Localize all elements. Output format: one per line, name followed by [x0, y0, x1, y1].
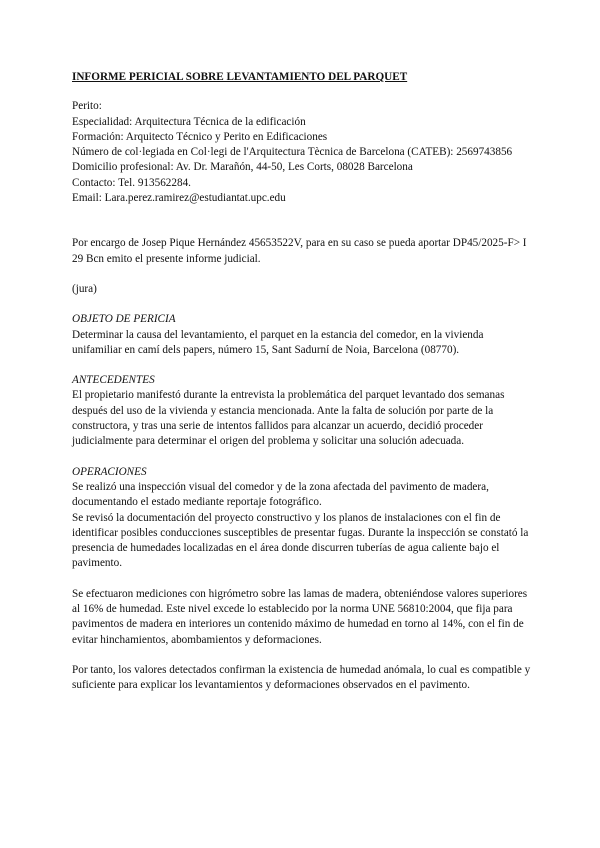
- operaciones-heading: OPERACIONES: [72, 465, 147, 478]
- conclusion-line: Por tanto, los valores detectados confirman la existencia de humedad anómala, lo cual es compatible y: [72, 663, 531, 676]
- measurements-line: al 16% de humedad. Este nivel excede lo establecido por la norma UNE 56810:2004, que fija para: [72, 603, 513, 616]
- commission-line: Por encargo de Josep Pique Hernández 45653522V, para en su caso se pueda aportar DP45/2025-F> I: [72, 237, 527, 250]
- measurements-paragraph: [72, 587, 532, 648]
- expert-label: Perito:: [72, 100, 102, 113]
- expert-section: [72, 99, 532, 206]
- antecedentes-line: constructora, y tras una serie de intentos fallidos para alcanzar un acuerdo, decidió proceder: [72, 420, 483, 433]
- measurements-line: pavimentos de madera en interiores un contenido máximo de humedad en torno al 14%, con el fin de: [72, 618, 524, 631]
- operaciones-line: Se revisó la documentación del proyecto constructivo y los planos de instalaciones con el fin de: [72, 511, 501, 524]
- expert-email: Email: Lara.perez.ramirez@estudiantat.upc.edu: [72, 192, 286, 205]
- antecedentes-section: [72, 373, 532, 449]
- document-title: INFORME PERICIAL SOBRE LEVANTAMIENTO DEL PARQUET: [72, 71, 408, 83]
- expert-training: Formación: Arquitecto Técnico y Perito en Edificaciones: [72, 130, 328, 143]
- operaciones-line: documentando el estado mediante reportaje fotográfico.: [72, 496, 322, 509]
- expert-address: Domicilio profesional: Av. Dr. Marañón, 44-50, Les Corts, 08028 Barcelona: [72, 161, 413, 174]
- antecedentes-line: judicialmente para determinar el origen del problema y solicitar una solución adecuada.: [72, 435, 465, 448]
- expert-membership: Número de col·legiada en Col·legi de l'Arquitectura Tècnica de Barcelona (CATEB): 2569743856: [72, 146, 513, 159]
- objeto-section: [72, 312, 532, 358]
- objeto-line: Determinar la causa del levantamiento, el parquet en la estancia del comedor, en la vivienda: [72, 328, 484, 341]
- oath-note: [72, 282, 532, 297]
- antecedentes-heading: ANTECEDENTES: [72, 374, 155, 387]
- objeto-line: unifamiliar en camí dels papers, número 15, Sant Sadurní de Noia, Barcelona (08770).: [72, 343, 460, 356]
- expert-contact: Contacto: Tel. 913562284.: [72, 176, 191, 189]
- conclusion-line: suficiente para explicar los levantamientos y deformaciones observados en el pavimento.: [72, 679, 470, 692]
- operaciones-line: Se realizó una inspección visual del comedor y de la zona afectada del pavimento de madera,: [72, 480, 489, 493]
- document-page: [72, 70, 532, 709]
- operaciones-line: identificar posibles conducciones susceptibles de presentar fugas. Durante la inspección se constató la: [72, 526, 529, 539]
- commission-line: 29 Bcn emito el presente informe judicial.: [72, 252, 261, 265]
- operaciones-section: [72, 465, 532, 572]
- conclusion-paragraph: [72, 663, 532, 694]
- measurements-line: Se efectuaron mediciones con higrómetro sobre las lamas de madera, obteniéndose valores superiores: [72, 587, 528, 600]
- antecedentes-line: El propietario manifestó durante la entrevista la problemática del parquet levantado dos semanas: [72, 389, 505, 402]
- measurements-line: evitar hinchamientos, abombamientos y deformaciones.: [72, 633, 322, 646]
- antecedentes-line: después del uso de la vivienda y estancia mencionada. Ante la falta de solución por parte de la: [72, 404, 494, 417]
- operaciones-line: presencia de humedades localizadas en el área donde discurren tuberías de agua caliente bajo el: [72, 542, 500, 555]
- objeto-heading: OBJETO DE PERICIA: [72, 313, 176, 326]
- oath-text: (jura): [72, 282, 97, 295]
- operaciones-line: pavimento.: [72, 557, 123, 570]
- expert-speciality: Especialidad: Arquitectura Técnica de la edificación: [72, 115, 306, 128]
- commission-paragraph: [72, 236, 532, 267]
